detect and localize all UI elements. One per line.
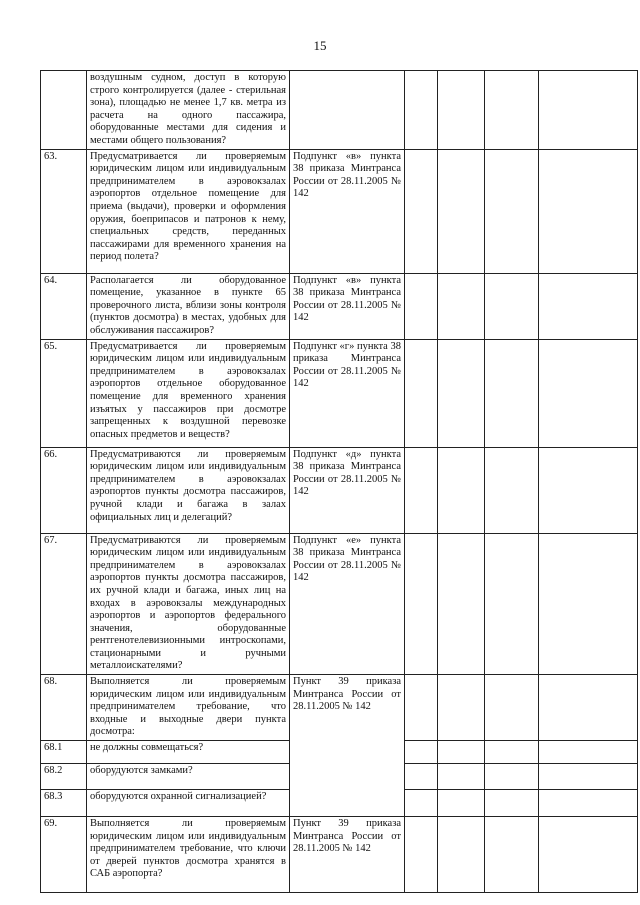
question-cell: Выполняется ли проверяемым юридическим лицом или индивидуальным предпринимателем требование, что ключи от дверей пунктов досмотра хранятся в САБ аэропорта? xyxy=(87,817,290,893)
mark-cell xyxy=(539,533,638,675)
mark-cell xyxy=(539,790,638,817)
row-number: 66. xyxy=(41,447,87,533)
mark-cell xyxy=(485,447,539,533)
reference-cell: Подпункт «в» пункта 38 приказа Минтранса России от 28.11.2005 № 142 xyxy=(290,273,405,339)
mark-cell xyxy=(485,533,539,675)
mark-cell xyxy=(539,764,638,790)
row-number: 69. xyxy=(41,817,87,893)
reference-cell: Подпункт «г» пункта 38 приказа Минтранса России от 28.11.2005 № 142 xyxy=(290,339,405,447)
mark-cell xyxy=(438,339,485,447)
row-number: 67. xyxy=(41,533,87,675)
mark-cell xyxy=(438,764,485,790)
mark-cell xyxy=(438,817,485,893)
mark-cell xyxy=(438,447,485,533)
reference-cell: Подпункт «д» пункта 38 приказа Минтранса России от 28.11.2005 № 142 xyxy=(290,447,405,533)
mark-cell xyxy=(539,149,638,273)
table-row xyxy=(41,71,638,150)
mark-cell xyxy=(438,71,485,150)
mark-cell xyxy=(485,764,539,790)
question-cell: Предусматривается ли проверяемым юридическим лицом или индивидуальным предпринимателем в аэровокзалах аэропортов отдельное оборудованное помещение для временного хранения изъятых у пассажиров при досмотре запрещенных к воздушной перевозке опасных предметов и веществ? xyxy=(87,339,290,447)
mark-cell xyxy=(438,675,485,741)
mark-cell xyxy=(539,675,638,741)
row-number: 68.3 xyxy=(41,790,87,817)
row-number: 68. xyxy=(41,675,87,741)
mark-cell xyxy=(485,675,539,741)
mark-cell xyxy=(485,741,539,764)
mark-cell xyxy=(438,149,485,273)
question-cell: Располагается ли оборудованное помещение, указанное в пункте 65 проверочного листа, вблизи зоны контроля (пунктов досмотра) в местах, удобных для обслуживания пассажиров? xyxy=(87,273,290,339)
reference-cell: Подпункт «е» пункта 38 приказа Минтранса России от 28.11.2005 № 142 xyxy=(290,533,405,675)
mark-cell xyxy=(405,675,438,741)
question-cell: Выполняется ли проверяемым юридическим лицом или индивидуальным предпринимателем требование, что входные и выходные двери пункта досмотра: xyxy=(87,675,290,741)
mark-cell xyxy=(405,273,438,339)
row-number: 64. xyxy=(41,273,87,339)
table-row xyxy=(41,817,638,893)
row-number: 68.1 xyxy=(41,741,87,764)
mark-cell xyxy=(405,71,438,150)
mark-cell xyxy=(405,447,438,533)
reference-cell: Пункт 39 приказа Минтранса России от 28.11.2005 № 142 xyxy=(290,817,405,893)
question-cell: не должны совмещаться? xyxy=(87,741,290,764)
mark-cell xyxy=(405,339,438,447)
question-cell: оборудуются замками? xyxy=(87,764,290,790)
reference-cell: Пункт 39 приказа Минтранса России от 28.11.2005 № 142 xyxy=(290,675,405,817)
mark-cell xyxy=(405,764,438,790)
mark-cell xyxy=(485,71,539,150)
mark-cell xyxy=(405,817,438,893)
reference-cell xyxy=(290,71,405,150)
mark-cell xyxy=(438,790,485,817)
table-row xyxy=(41,447,638,533)
table-row xyxy=(41,339,638,447)
question-cell: Предусматривается ли проверяемым юридическим лицом или индивидуальным предпринимателем в аэровокзалах аэропортов отдельное помещение для приема (выдачи), проверки и оформления оружия, боеприпасов и патронов к нему, специальных средств, переданных пассажирами для временного хранения на период полета? xyxy=(87,149,290,273)
mark-cell xyxy=(539,741,638,764)
mark-cell xyxy=(405,149,438,273)
table-row xyxy=(41,273,638,339)
row-number: 63. xyxy=(41,149,87,273)
mark-cell xyxy=(539,817,638,893)
table-row xyxy=(41,675,638,741)
question-cell: воздушным судном, доступ в которую строго контролируется (далее - стерильная зона), площадью не менее 1,7 кв. метра из расчета на одного пассажира, оборудованные местами для сидения и местами общего пользования? xyxy=(87,71,290,150)
mark-cell xyxy=(405,533,438,675)
checklist-table xyxy=(40,70,638,893)
question-cell: Предусматриваются ли проверяемым юридическим лицом или индивидуальным предпринимателем в аэровокзалах аэропортов пункты досмотра пассажиров, ручной клади и багажа в залах официальных лиц и делегаций? xyxy=(87,447,290,533)
reference-cell: Подпункт «в» пункта 38 приказа Минтранса России от 28.11.2005 № 142 xyxy=(290,149,405,273)
row-number: 68.2 xyxy=(41,764,87,790)
page-number: 15 xyxy=(313,38,327,53)
mark-cell xyxy=(485,339,539,447)
mark-cell xyxy=(539,447,638,533)
row-number: 65. xyxy=(41,339,87,447)
mark-cell xyxy=(485,149,539,273)
mark-cell xyxy=(485,273,539,339)
mark-cell xyxy=(485,790,539,817)
question-cell: Предусматриваются ли проверяемым юридическим лицом или индивидуальным предпринимателем в аэровокзалах аэропортов пункты досмотра пассажиров, их ручной клади и багажа, иных лиц на входах в аэровокзалы международных аэропортов и аэропортов федерального значения, оборудованные рентгенотелевизионными интроскопами, стационарными и ручными металлоискателями? xyxy=(87,533,290,675)
mark-cell xyxy=(539,273,638,339)
table-row xyxy=(41,533,638,675)
table-row xyxy=(41,149,638,273)
mark-cell xyxy=(539,71,638,150)
mark-cell xyxy=(438,273,485,339)
row-number xyxy=(41,71,87,150)
mark-cell xyxy=(438,533,485,675)
question-cell: оборудуются охранной сигнализацией? xyxy=(87,790,290,817)
mark-cell xyxy=(438,741,485,764)
mark-cell xyxy=(485,817,539,893)
mark-cell xyxy=(539,339,638,447)
mark-cell xyxy=(405,790,438,817)
mark-cell xyxy=(405,741,438,764)
